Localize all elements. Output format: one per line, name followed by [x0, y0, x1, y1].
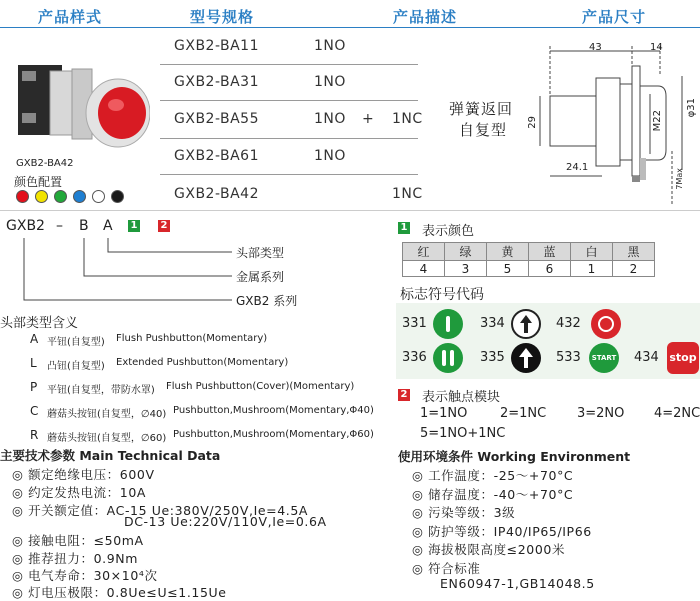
symbol-331-icon — [433, 309, 463, 339]
code-leader-lines — [0, 236, 240, 306]
row-divider — [160, 174, 418, 175]
circle-ring-icon — [591, 309, 621, 339]
dim-m22: M22 — [652, 110, 663, 132]
code-dash: – — [56, 218, 63, 234]
color-swatch-blue — [73, 190, 86, 203]
symbol-code: 334 — [480, 316, 505, 331]
symbol-code: 331 — [402, 316, 427, 331]
tech-item: ◎ 开关额定值：AC-15 Ue:380V/250V,Ie=4.5A — [12, 503, 309, 518]
start-button-icon: START — [589, 343, 619, 373]
product-label: GXB2-BA42 — [16, 158, 74, 169]
model-contact-2: 1NC — [392, 186, 423, 202]
tech-item: ◎ 推荐扭力：0.9Nm — [12, 551, 138, 566]
color-code: 4 — [403, 261, 445, 277]
head-type-en: Flush Pushbutton(Momentary) — [116, 333, 268, 344]
head-type-en: Extended Pushbutton(Momentary) — [116, 357, 289, 368]
contact-item: 5=1NO+1NC — [420, 426, 506, 441]
tech-item: ◎ 灯电压极限：0.8Ue≤U≤1.15Ue — [12, 585, 227, 600]
contact-item: 4=2NC — [654, 406, 700, 421]
dim-7max: 7Max — [675, 168, 684, 190]
symbol-code: 335 — [480, 350, 505, 365]
model-contact-1: 1NO — [314, 74, 346, 90]
model-contact-1: 1NO — [314, 148, 346, 164]
code-box-1: 1 — [128, 220, 140, 232]
color-name: 黄 — [487, 243, 529, 261]
color-swatch-black — [111, 190, 124, 203]
color-name: 白 — [571, 243, 613, 261]
header-product-size: 产品尺寸 — [582, 8, 647, 26]
description-line-2: 自复型 — [459, 121, 508, 139]
tech-item: DC-13 Ue:220V/110V,Ie=0.6A — [124, 514, 327, 529]
dim-14: 14 — [650, 42, 663, 53]
tech-item: ◎ 约定发热电流：10A — [12, 485, 147, 500]
head-type-key: P — [30, 380, 38, 394]
color-code: 3 — [445, 261, 487, 277]
code-box-2: 2 — [158, 220, 170, 232]
dim-43: 43 — [589, 42, 602, 53]
row-divider — [160, 100, 418, 101]
row-divider — [160, 138, 418, 139]
env-item: ◎ 工作温度：-25～+70°C — [412, 468, 574, 483]
head-type-cn: 平钮(自复型，带防水罩) — [47, 385, 155, 396]
head-type-cn: 平钮(自复型) — [47, 337, 105, 348]
symbol-code: 432 — [556, 316, 581, 331]
code-label-head: 头部类型 — [236, 246, 285, 260]
symbols-title: 标志符号代码 — [400, 287, 484, 303]
color-swatch-yellow — [35, 190, 48, 203]
model-plus: + — [362, 111, 375, 127]
description-line-1: 弹簧返回 — [449, 100, 514, 118]
model-code: GXB2-BA11 — [174, 38, 259, 54]
env-title: 使用环境条件 Working Environment — [398, 449, 631, 464]
contact-item: 2=1NC — [500, 406, 547, 421]
symbol-336-icon — [433, 343, 463, 373]
env-item: ◎ 防护等级：IP40/IP65/IP66 — [412, 524, 592, 539]
head-type-en: Pushbutton,Mushroom(Momentary,Φ60) — [173, 429, 374, 440]
color-swatch-green — [54, 190, 67, 203]
env-item: ◎ 符合标准 — [412, 561, 481, 576]
header-product-desc: 产品描述 — [393, 8, 458, 26]
color-table-title: 表示颜色 — [422, 224, 475, 239]
model-code: GXB2-BA31 — [174, 74, 259, 90]
color-code: 2 — [613, 261, 655, 277]
header-product-style: 产品样式 — [38, 8, 103, 26]
color-code: 6 — [529, 261, 571, 277]
code-series: GXB2 — [6, 218, 45, 234]
arrow-up-filled-icon — [511, 343, 541, 373]
env-item: ◎ 储存温度：-40～+70°C — [412, 487, 574, 502]
color-swatch-red — [16, 190, 29, 203]
tech-item: ◎ 额定绝缘电压：600V — [12, 467, 155, 482]
color-code-box: 1 — [398, 222, 410, 234]
contact-code-box: 2 — [398, 389, 410, 401]
model-contact-1: 1NO — [314, 111, 346, 127]
code-head: A — [103, 218, 113, 234]
color-name: 绿 — [445, 243, 487, 261]
code-metal: B — [79, 218, 89, 234]
head-type-en: Pushbutton,Mushroom(Momentary,Φ40) — [173, 405, 374, 416]
env-item: ◎ 污染等级：3级 — [412, 505, 516, 520]
header-model-spec: 型号规格 — [190, 8, 255, 26]
color-code: 5 — [487, 261, 529, 277]
head-type-key: R — [30, 428, 39, 442]
contacts-title: 表示触点模块 — [422, 390, 501, 405]
head-type-key: L — [30, 356, 37, 370]
model-contact-2: 1NC — [392, 111, 423, 127]
header-divider — [0, 27, 700, 28]
dim-29: 29 — [527, 116, 538, 129]
model-code: GXB2-BA61 — [174, 148, 259, 164]
code-label-metal: 金属系列 — [236, 270, 285, 284]
color-name: 黑 — [613, 243, 655, 261]
model-code: GXB2-BA55 — [174, 111, 259, 127]
dimension-drawing — [520, 36, 700, 216]
model-code: GXB2-BA42 — [174, 186, 259, 202]
head-type-cn: 蘑菇头按钮(自复型，∅60) — [47, 433, 167, 444]
tech-item: ◎ 电气寿命：30×10⁴次 — [12, 568, 158, 583]
contact-item: 1=1NO — [420, 406, 468, 421]
symbol-code: 533 — [556, 350, 581, 365]
head-type-key: A — [30, 332, 39, 346]
head-type-key: C — [30, 404, 39, 418]
row-divider — [160, 64, 418, 65]
symbol-code: 336 — [402, 350, 427, 365]
section-divider — [0, 210, 700, 211]
stop-sign-icon: stop — [667, 342, 699, 374]
color-config-label: 颜色配置 — [14, 175, 63, 189]
color-name: 红 — [403, 243, 445, 261]
head-types-title: 头部类型含义 — [0, 316, 79, 331]
color-name: 蓝 — [529, 243, 571, 261]
env-item: ◎ 海拔极限高度≤2000米 — [412, 542, 566, 557]
color-code-table — [402, 242, 655, 277]
head-type-cn: 凸钮(自复型) — [47, 361, 105, 372]
dim-24-1: 24.1 — [566, 162, 589, 173]
arrow-up-outline-icon — [511, 309, 541, 339]
tech-title: 主要技术参数 Main Technical Data — [0, 448, 221, 463]
pushbutton-photo — [10, 55, 150, 155]
code-label-series: GXB2 系列 — [236, 294, 298, 308]
contact-item: 3=2NO — [577, 406, 625, 421]
tech-item: ◎ 接触电阻：≤50mA — [12, 533, 144, 548]
model-contact-1: 1NO — [314, 38, 346, 54]
color-swatch-white — [92, 190, 105, 203]
env-item: EN60947-1,GB14048.5 — [440, 576, 595, 591]
dim-phi31: φ31 — [686, 98, 697, 118]
color-code: 1 — [571, 261, 613, 277]
symbol-code: 434 — [634, 350, 659, 365]
head-type-en: Flush Pushbutton(Cover)(Momentary) — [166, 381, 355, 392]
head-type-cn: 蘑菇头按钮(自复型，∅40) — [47, 409, 167, 420]
